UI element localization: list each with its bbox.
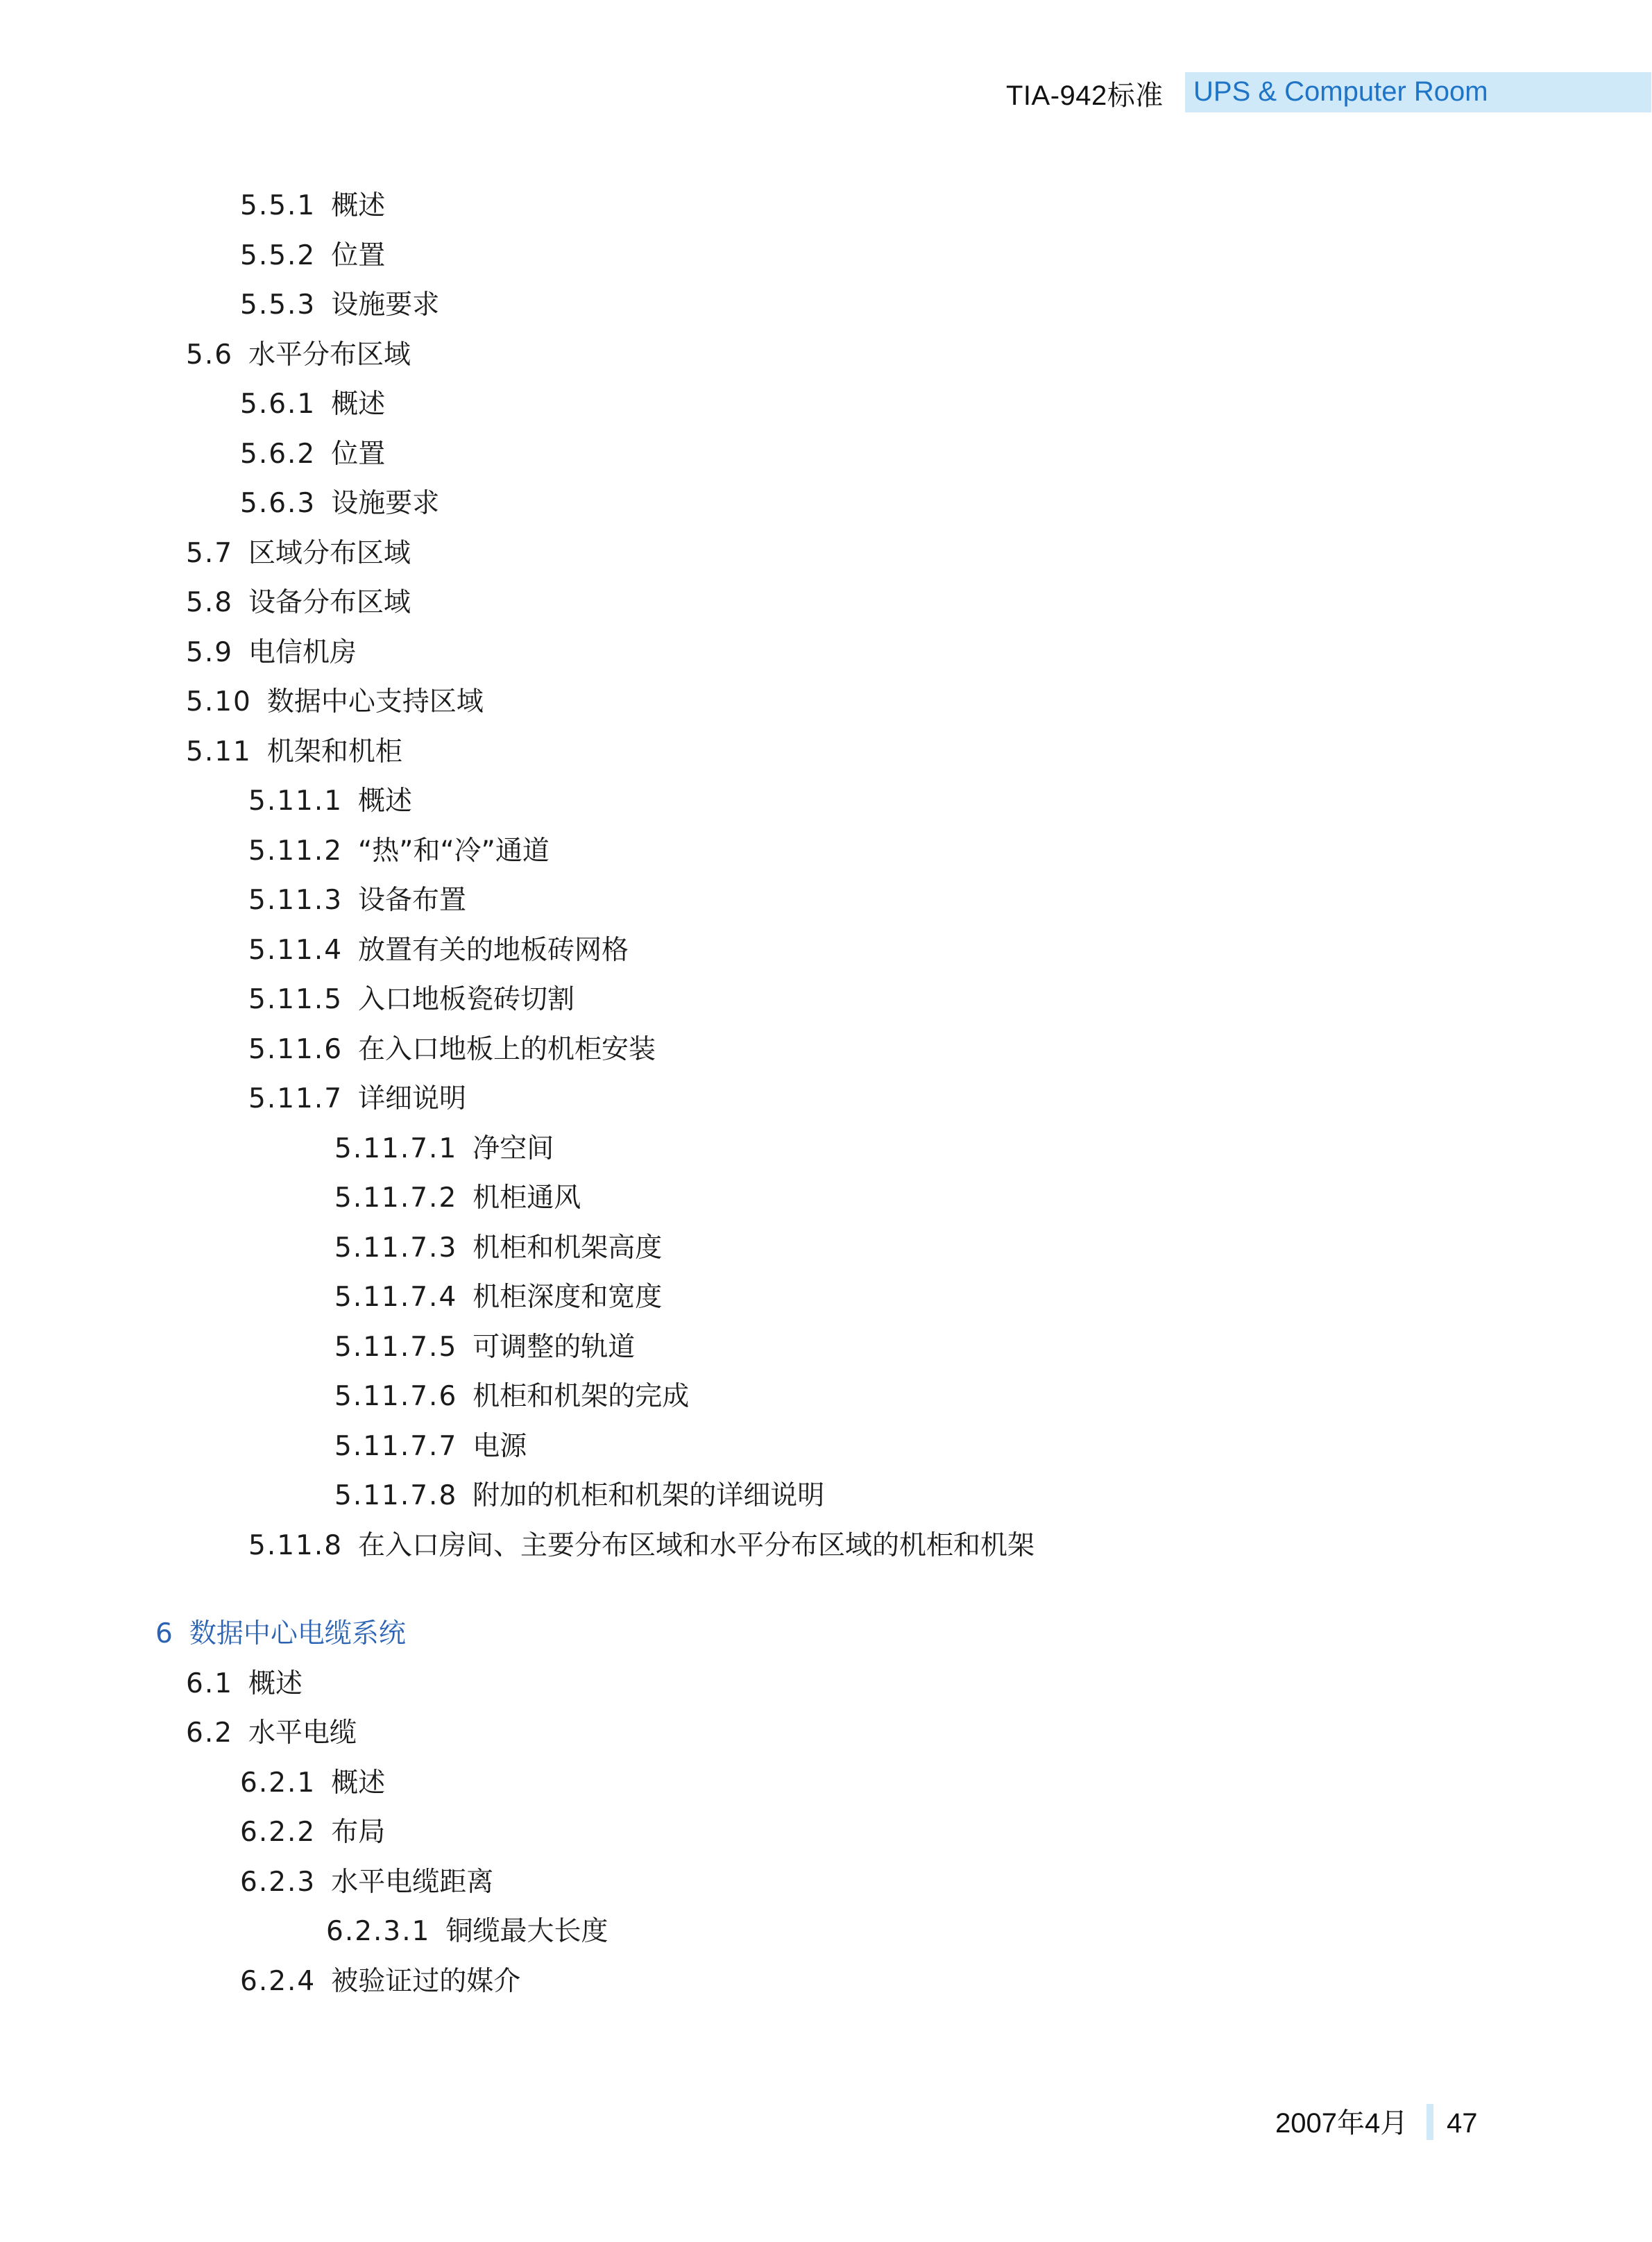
toc-entry-title: 净空间	[472, 1133, 554, 1164]
toc-entry-number: 6.2.3.1	[326, 1916, 431, 1947]
toc-entry-title: 设备布置	[358, 885, 467, 916]
toc-entry-number: 6.2.4	[240, 1966, 316, 1997]
toc-entry-title: 区域分布区域	[248, 538, 411, 569]
header-standard-title: TIA-942标准	[1006, 80, 1164, 111]
toc-chapter-heading[interactable]	[155, 1617, 406, 1651]
toc-entry-title: 机柜深度和宽度	[472, 1282, 663, 1313]
toc-entry[interactable]	[248, 1529, 1034, 1563]
toc-entry-title: 水平电缆距离	[331, 1867, 494, 1898]
toc-entry[interactable]	[240, 1865, 493, 1900]
toc-entry[interactable]	[186, 536, 411, 571]
toc-entry-number: 6.2.1	[240, 1767, 316, 1799]
toc-entry-title: 铜缆最大长度	[445, 1916, 608, 1947]
toc-entry-number: 6	[155, 1618, 174, 1649]
toc-entry-title: 位置	[331, 439, 386, 470]
toc-entry[interactable]	[334, 1231, 662, 1266]
toc-entry-title: 布局	[331, 1817, 386, 1848]
toc-entry[interactable]	[248, 883, 466, 918]
toc-entry[interactable]	[186, 735, 402, 770]
toc-entry-number: 5.11.7.3	[334, 1232, 458, 1264]
toc-entry-title: 机柜通风	[472, 1182, 581, 1214]
toc-entry[interactable]	[240, 1766, 385, 1801]
toc-entry-number: 5.11.5	[248, 984, 343, 1015]
toc-entry-number: 5.6.2	[240, 439, 316, 470]
toc-entry-number: 5.11.1	[248, 785, 343, 817]
toc-entry-title: 水平分布区域	[248, 339, 411, 371]
toc-entry[interactable]	[240, 288, 439, 323]
toc-entry-title: 位置	[331, 240, 386, 271]
toc-entry-number: 5.11.7	[248, 1083, 343, 1114]
footer-divider	[1427, 2104, 1433, 2140]
toc-entry-number: 5.11.4	[248, 935, 343, 966]
toc-entry-title: 数据中心电缆系统	[189, 1618, 406, 1649]
toc-entry-title: 概述	[248, 1668, 303, 1699]
toc-entry[interactable]	[240, 189, 385, 223]
toc-entry-number: 5.11.7.1	[334, 1133, 458, 1164]
header-topic-band	[1185, 72, 1651, 112]
toc-entry-number: 6.2.2	[240, 1817, 316, 1848]
toc-entry[interactable]	[240, 437, 385, 472]
toc-entry[interactable]	[334, 1132, 554, 1166]
toc-entry-title: 设备分布区域	[248, 587, 411, 618]
toc-entry[interactable]	[248, 1082, 466, 1116]
toc-entry-number: 5.6.3	[240, 488, 316, 519]
toc-entry[interactable]	[326, 1914, 608, 1949]
toc-entry-title: 设施要求	[331, 289, 440, 321]
toc-entry-number: 5.11.7.2	[334, 1182, 458, 1214]
toc-entry-number: 5.6.1	[240, 389, 316, 420]
toc-entry[interactable]	[248, 983, 574, 1017]
toc-entry[interactable]	[240, 1815, 385, 1850]
toc-entry-number: 6.2	[186, 1717, 234, 1749]
page-number: 47	[1447, 2108, 1478, 2139]
toc-entry-number: 5.6	[186, 339, 234, 371]
toc-entry-title: 放置有关的地板砖网格	[358, 935, 629, 966]
toc-entry-title: 数据中心支持区域	[266, 686, 484, 717]
toc-entry-title: 被验证过的媒介	[331, 1966, 521, 1997]
toc-entry-number: 5.11.7.8	[334, 1480, 458, 1511]
toc-entry-title: 电源	[472, 1431, 527, 1462]
toc-entry[interactable]	[334, 1429, 527, 1464]
header-topic-title: UPS & Computer Room	[1193, 76, 1488, 107]
toc-entry-number: 5.11.2	[248, 835, 343, 867]
toc-entry-number: 5.11.6	[248, 1034, 343, 1065]
toc-entry-number: 5.5.2	[240, 240, 316, 271]
toc-entry-title: 机柜和机架的完成	[472, 1381, 690, 1412]
toc-entry-number: 5.8	[186, 587, 234, 618]
toc-entry-number: 5.11.7.7	[334, 1431, 458, 1462]
toc-entry-title: 入口地板瓷砖切割	[358, 984, 575, 1015]
toc-entry[interactable]	[334, 1379, 689, 1414]
toc-entry[interactable]	[240, 239, 385, 273]
toc-entry[interactable]	[248, 1033, 656, 1067]
toc-entry[interactable]	[186, 586, 411, 620]
toc-entry-number: 5.11.8	[248, 1530, 343, 1561]
toc-entry-title: 可调整的轨道	[472, 1332, 636, 1363]
toc-entry-title: 详细说明	[358, 1083, 467, 1114]
toc-entry-number: 5.5.3	[240, 289, 316, 321]
footer-date: 2007年4月	[1275, 2108, 1408, 2139]
toc-entry[interactable]	[186, 1667, 303, 1701]
toc-entry[interactable]	[186, 636, 357, 670]
toc-entry[interactable]	[186, 685, 484, 720]
toc-entry-title: 在入口地板上的机柜安装	[358, 1034, 656, 1065]
toc-entry-number: 6.2.3	[240, 1867, 316, 1898]
toc-entry-title: 机架和机柜	[266, 736, 402, 767]
toc-entry-number: 5.11.7.5	[334, 1332, 458, 1363]
toc-entry[interactable]	[334, 1479, 824, 1513]
toc-entry-title: 在入口房间、主要分布区域和水平分布区域的机柜和机架	[358, 1530, 1035, 1561]
toc-entry[interactable]	[334, 1330, 635, 1365]
toc-entry-title: 概述	[331, 1767, 386, 1799]
toc-entry-number: 5.9	[186, 637, 234, 668]
toc-entry[interactable]	[240, 486, 439, 521]
toc-entry-title: 水平电缆	[248, 1717, 357, 1749]
toc-entry-number: 5.10	[186, 686, 252, 717]
toc-entry-title: 概述	[331, 190, 386, 221]
toc-entry[interactable]	[334, 1181, 581, 1216]
toc-entry-number: 5.7	[186, 538, 234, 569]
toc-entry-number: 5.11	[186, 736, 252, 767]
toc-entry-title: 附加的机柜和机架的详细说明	[472, 1480, 825, 1511]
toc-entry-number: 6.1	[186, 1668, 234, 1699]
page-header	[1006, 72, 1651, 112]
toc-entry-number: 5.5.1	[240, 190, 316, 221]
toc-entry[interactable]	[334, 1280, 662, 1315]
toc-entry-title: 设施要求	[331, 488, 440, 519]
toc-entry-title: 电信机房	[248, 637, 357, 668]
toc-entry-title: 概述	[331, 389, 386, 420]
toc-entry[interactable]	[186, 1716, 357, 1751]
toc-entry[interactable]	[240, 1964, 520, 1999]
toc-entry[interactable]	[248, 933, 629, 968]
toc-entry-title: 机柜和机架高度	[472, 1232, 663, 1264]
toc-entry-number: 5.11.3	[248, 885, 343, 916]
toc-entry[interactable]	[186, 338, 411, 373]
toc-entry-number: 5.11.7.6	[334, 1381, 458, 1412]
toc-entry[interactable]	[240, 387, 385, 422]
toc-entry[interactable]	[248, 784, 412, 819]
toc-entry[interactable]	[248, 834, 550, 869]
page-footer	[1275, 2104, 1504, 2143]
toc-entry-title: “热”和“冷”通道	[358, 835, 550, 867]
toc-entry-number: 5.11.7.4	[334, 1282, 458, 1313]
toc-entry-title: 概述	[358, 785, 413, 817]
